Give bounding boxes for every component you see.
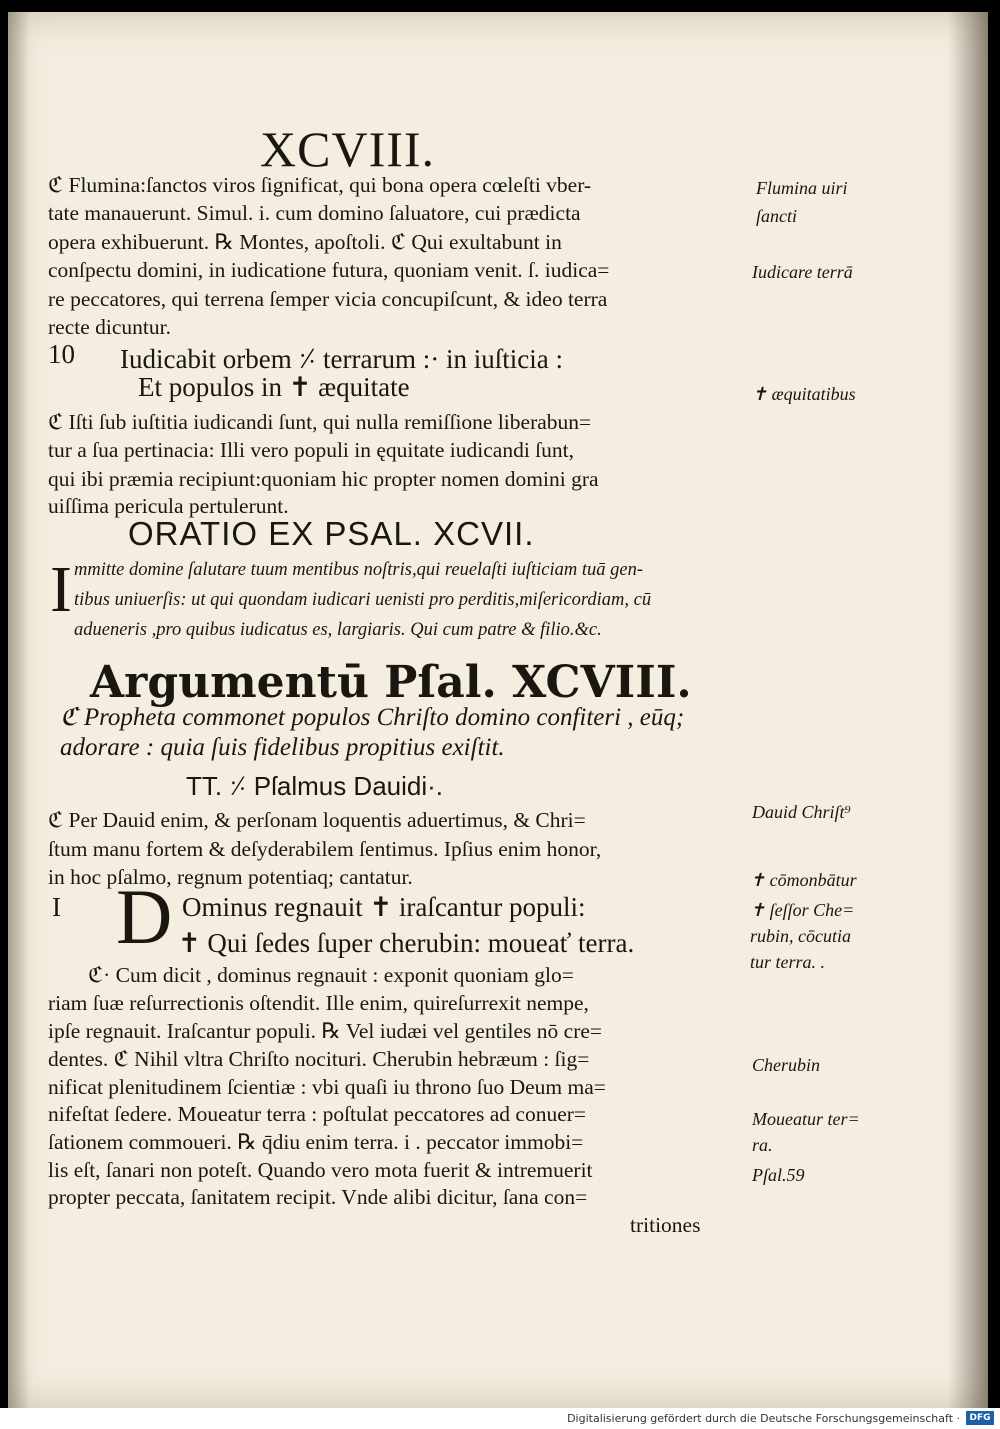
text-line: ℭ· Cum dicit , dominus regnauit : exponit quoniam glo= <box>88 963 574 987</box>
oratio-title: ORATIO EX PSAL. XCVII. <box>128 515 535 552</box>
text-line: nifeſtat ſedere. Moueatur terra : poſtulat peccatores ad conuer= <box>48 1102 587 1126</box>
text-line: recte dicuntur. <box>48 315 171 339</box>
text-line: uiſſima pericula pertulerunt. <box>48 494 289 518</box>
page-shadow-right <box>948 12 988 1408</box>
margin-note: Iudicare terrā <box>752 262 853 282</box>
text-line: ipſe regnauit. Iraſcantur populi. ℞ Vel iudæi vel gentiles nō cre= <box>48 1019 603 1043</box>
margin-note: ſancti <box>756 206 797 226</box>
margin-note: ✝ cōmonbātur <box>750 870 857 890</box>
drop-initial: I <box>50 553 72 626</box>
margin-note: Dauid Chriſt⁹ <box>752 802 851 822</box>
verse-line: Iudicabit orbem ⸓ terrarum :· in iuſticia : <box>120 344 563 374</box>
margin-note: ✝ ſeſſor Che= <box>750 900 855 920</box>
text-line: ℭ Flumina:ſanctos viros ſignificat, qui bona opera cœleſti vber- <box>48 173 592 197</box>
text-line: tate manauerunt. Simul. i. cum domino ſaluatore, cui prædicta <box>48 201 581 225</box>
margin-note: Pſal.59 <box>752 1165 805 1185</box>
footer-credit: Digitalisierung gefördert durch die Deutsche Forschungsgemeinschaft · <box>567 1412 960 1425</box>
text-line: propter peccata, ſanitatem recipit. Vnde alibi dicitur, ſana con= <box>48 1185 588 1209</box>
text-line: dentes. ℭ Nihil vltra Chriſto nocituri. Cherubin hebræum : ſig= <box>48 1047 590 1071</box>
text-line: ſationem commoueri. ℞ q̄diu enim terra. i . peccator immobi= <box>48 1130 584 1154</box>
text-line: qui ibi præmia recipiunt:quoniam hic propter nomen domini gra <box>48 467 599 491</box>
margin-note: tur terra. . <box>750 952 826 972</box>
margin-note: ✝ æquitatibus <box>752 384 856 404</box>
margin-note: Flumina uiri <box>756 178 848 198</box>
text-line: ℭ Iſti ſub iuſtitia iudicandi ſunt, qui nulla remiſſione liberabun= <box>48 410 592 434</box>
margin-note: rubin, cōcutia <box>750 926 851 946</box>
text-line: lis eſt, ſanari non poteſt. Quando vero mota fuerit & intremuerit <box>48 1158 593 1182</box>
psalm-title: TT. ⸓ Pſalmus Dauidi·. <box>186 771 444 801</box>
margin-note: Moueatur ter= <box>752 1109 860 1129</box>
margin-note: Cherubin <box>752 1055 821 1075</box>
drop-initial: D <box>116 873 173 960</box>
verse-line: Ominus regnauit ✝ iraſcantur populi: <box>182 892 586 922</box>
text-line: conſpectu domini, in iudicatione futura, quoniam venit. ſ. iudica= <box>48 258 610 282</box>
verse-line: Et populos in ✝ æquitate <box>138 372 410 402</box>
book-page <box>8 12 988 1408</box>
catchword: tritiones <box>630 1213 701 1237</box>
text-line: opera exhibuerunt. ℞ Montes, apoſtoli. ℭ Qui exultabunt in <box>48 230 562 254</box>
text-line: adorare : quia ſuis fidelibus propitius exiſtit. <box>60 734 505 761</box>
text-line: ℭ Per Dauid enim, & perſonam loquentis aduertimus, & Chri= <box>48 808 586 832</box>
verse-number: I <box>52 892 61 922</box>
margin-note: ra. <box>752 1135 773 1155</box>
verse-number: 10 <box>48 339 75 369</box>
text-line: adueneris ,pro quibus iudicatus es, largiaris. Qui cum patre & filio.&c. <box>74 620 602 640</box>
page-shadow-left <box>8 12 30 1408</box>
text-line: ſtum manu fortem & deſyderabilem ſentimus. Ipſius enim honor, <box>48 837 602 861</box>
text-line: mmitte domine ſalutare tuum mentibus noſtris,qui reuelaſti iuſticiam tuā gen- <box>74 560 643 580</box>
text-line: tur a ſua pertinacia: Illi vero populi in ęquitate iudicandi ſunt, <box>48 438 574 462</box>
text-line: ℭ Propheta commonet populos Chriſto domino confiteri , eūq; <box>60 704 685 731</box>
text-line: riam ſuæ reſurrectionis oſtendit. Ille enim, quireſurrexit nempe, <box>48 991 589 1015</box>
footer-bar <box>0 1408 1000 1429</box>
text-line: tibus uniuerſis: ut qui quondam iudicari uenisti pro perditis,miſericordiam, cū <box>74 590 652 610</box>
verse-line: ✝ Qui ſedes ſuper cherubin: moueať terra. <box>178 928 635 958</box>
text-line: in hoc pſalmo, regnum potentiaq; cantatur. <box>48 865 413 889</box>
text-line: nificat plenitudinem ſcientiæ : vbi quaſi iu throno ſuo Deum ma= <box>48 1075 606 1099</box>
text-line: re peccatores, qui terrena ſemper vicia concupiſcunt, & ideo terra <box>48 287 608 311</box>
page-heading: XCVIII. <box>260 121 436 177</box>
argument-title: Argumentū Pſal. XCVIII. <box>90 657 692 708</box>
dfg-logo-icon: DFG <box>966 1411 994 1425</box>
